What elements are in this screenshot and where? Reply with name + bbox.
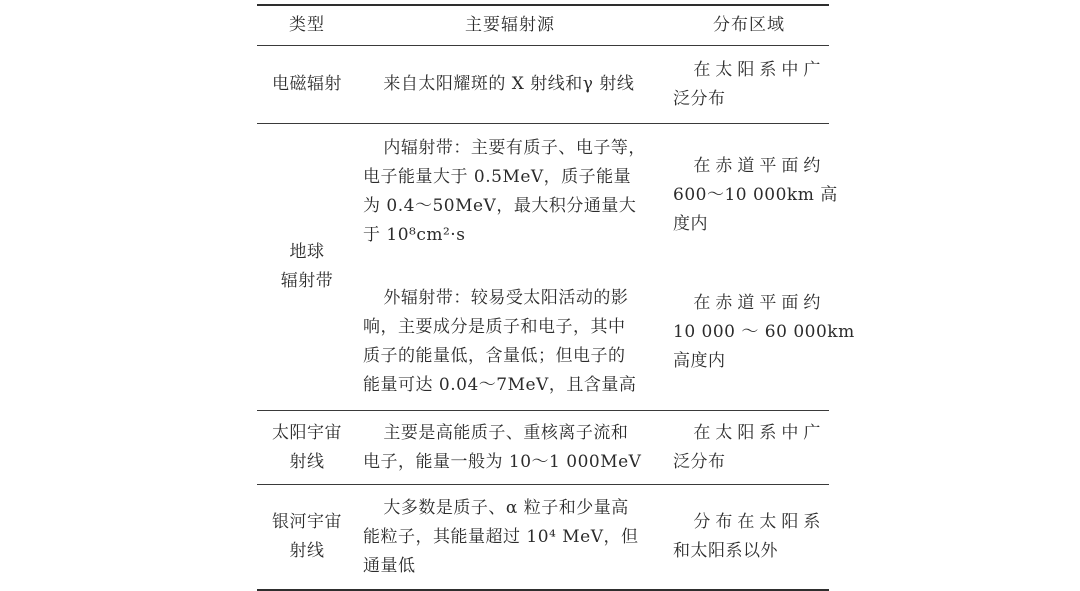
source-line: 响，主要成分是质子和电子，其中 <box>363 317 626 337</box>
source-line: 能粒子，其能量超过 10⁴ MeV，但 <box>363 526 639 547</box>
source-line: 通量低 <box>363 555 416 576</box>
type-cell <box>257 46 357 123</box>
source-cell <box>357 411 661 484</box>
distribution-line: 10 000 ～ 60 000km <box>673 322 855 342</box>
source-cell <box>357 124 661 410</box>
source-cell <box>357 485 661 589</box>
outer-belt-distribution <box>673 289 855 400</box>
header-source: 主要辐射源 <box>465 15 555 35</box>
source-line: 主要是高能质子、重核离子流和 <box>383 422 629 443</box>
type-text: 射线 <box>289 451 325 472</box>
source-line: 内辐射带：主要有质子、电子等， <box>383 138 646 158</box>
radiation-table <box>257 4 855 591</box>
source-line: 能量可达 0.04～7MeV，且含量高 <box>363 375 637 395</box>
distribution-line: 在赤道平面约 <box>693 293 826 313</box>
table-row <box>257 46 829 124</box>
source-line: 外辐射带：较易受太阳活动的影 <box>383 288 629 308</box>
type-cell <box>257 411 357 484</box>
distribution-line: 600～10 000km 高 <box>673 185 838 205</box>
inner-belt-distribution <box>673 134 838 239</box>
type-cell <box>257 485 357 589</box>
distribution-cell <box>661 46 829 123</box>
table-row <box>257 411 829 485</box>
distribution-line: 度内 <box>673 214 708 234</box>
distribution-cell <box>661 411 829 484</box>
table-row <box>257 124 855 411</box>
distribution-line: 在太阳系中广 <box>693 422 826 443</box>
header-type: 类型 <box>289 15 325 35</box>
header-distribution: 分布区域 <box>713 15 785 35</box>
outer-belt-source <box>363 284 657 400</box>
type-text: 太阳宇宙 <box>272 422 342 443</box>
distribution-line: 高度内 <box>673 351 726 371</box>
type-text: 辐射带 <box>280 271 334 291</box>
type-text: 电磁辐射 <box>272 74 342 94</box>
distribution-line: 和太阳系以外 <box>673 541 778 561</box>
source-cell <box>357 46 661 123</box>
source-line: 来自太阳耀斑的 X 射线和γ 射线 <box>383 74 635 94</box>
distribution-cell <box>661 485 829 589</box>
type-text: 银河宇宙 <box>272 512 342 532</box>
inner-belt-source <box>363 134 657 250</box>
type-text: 地球 <box>289 242 325 262</box>
distribution-line: 分布在太阳系 <box>693 512 826 532</box>
source-line: 电子能量大于 0.5MeV，质子能量 <box>363 167 632 187</box>
distribution-line: 在太阳系中广 <box>693 59 826 80</box>
source-line: 于 10⁸cm²·s <box>363 225 466 245</box>
type-cell <box>257 124 357 410</box>
table-header-row <box>257 6 829 46</box>
distribution-line: 泛分布 <box>673 88 726 109</box>
type-text: 射线 <box>289 541 325 561</box>
source-line: 为 0.4～50MeV，最大积分通量大 <box>363 196 637 216</box>
table-row <box>257 485 829 589</box>
source-line: 质子的能量低，含量低；但电子的 <box>363 346 626 366</box>
source-line: 电子，能量一般为 10～1 000MeV <box>363 451 642 472</box>
distribution-cell <box>661 124 855 410</box>
source-line: 大多数是质子、α 粒子和少量高 <box>383 497 629 518</box>
distribution-line: 在赤道平面约 <box>693 156 826 176</box>
distribution-line: 泛分布 <box>673 451 726 472</box>
